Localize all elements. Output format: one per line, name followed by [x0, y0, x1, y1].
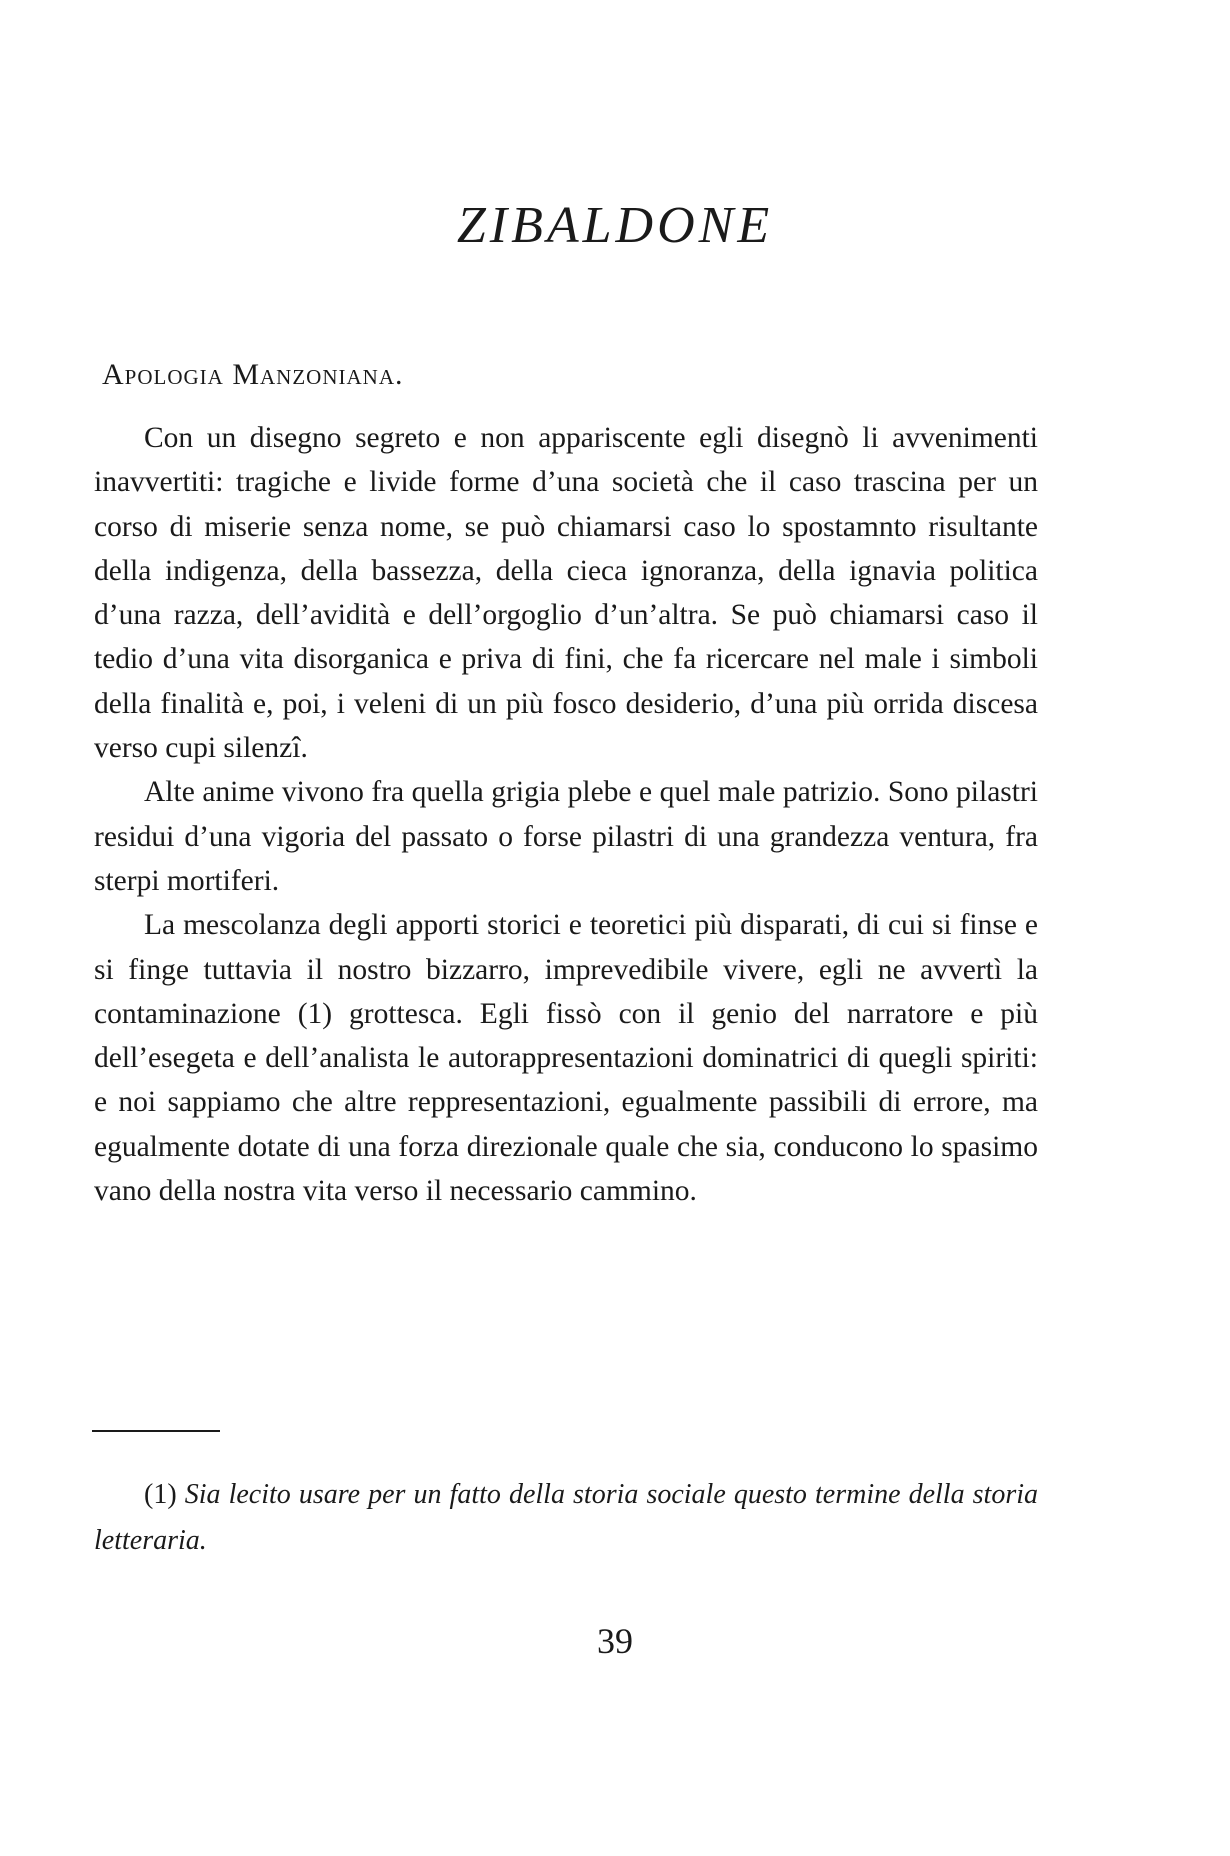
page-title: ZIBALDONE — [456, 197, 774, 254]
paragraph: Con un disegno segreto e non appariscente egli disegnò li avvenimenti inavvertiti: tragiche e livide forme d’una società che il caso trascina per un corso di miserie senza nome, se può chiamarsi caso lo spostamnto risultante della indigenza, della bassezza, della cieca ignoranza, della ignavia politica d’una razza, dell’avidità e dell’orgoglio d’un’altra. Se può chiamarsi caso il tedio d’una vita disorganica e priva di fini, che fa ricercare nel male i simboli della finalità e, poi, i veleni di un più fosco desiderio, d’una più orrida discesa verso cupi silenzî. — [94, 422, 1038, 765]
page-number: 39 — [597, 1621, 633, 1661]
body-text — [94, 416, 1038, 1213]
paragraph: Alte anime vivono fra quella grigia plebe e quel male patrizio. Sono pilastri residui d’una vigoria del passato o forse pilastri di una grandezza ventura, fra sterpi mortiferi. — [94, 776, 1038, 897]
footnote-text: Sia lecito usare per un fatto della storia sociale questo termine della storia letteraria. — [94, 1479, 1039, 1556]
footnote-marker: (1) — [144, 1479, 177, 1510]
section-heading: Apologia Manzoniana. — [102, 358, 404, 391]
paragraph: La mescolanza degli apporti storici e teoretici più disparati, di cui si finse e si finge tuttavia il nostro bizzarro, imprevedibile vivere, egli ne avvertì la contaminazione (1) grottesca. Egli fissò con il genio del narratore e più dell’esegeta e dell’analista le autorappresentazioni dominatrici di quegli spiriti: e noi sappiamo che altre reppresentazioni, egualmente passibili di errore, ma egualmente dotate di una forza direzionale quale che sia, conducono lo spasimo vano della nostra vita verso il necessario cammino. — [94, 909, 1038, 1208]
footnote-divider — [92, 1430, 220, 1432]
footnote — [94, 1472, 1038, 1564]
